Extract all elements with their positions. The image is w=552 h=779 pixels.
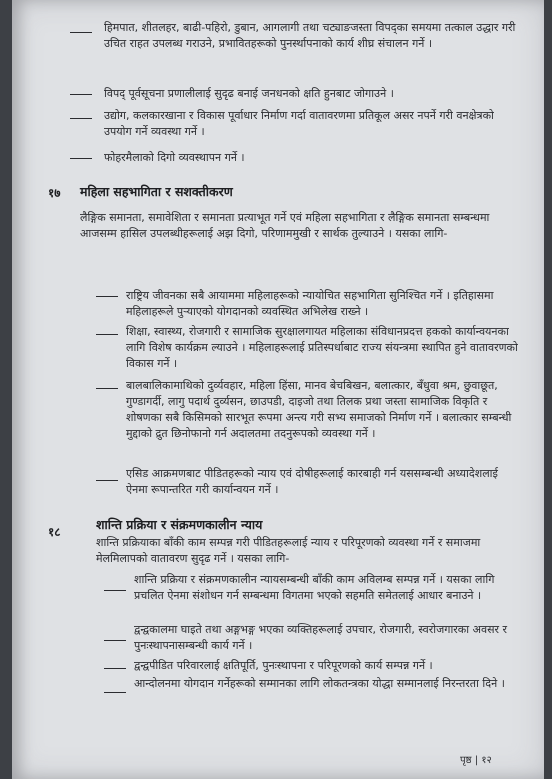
bullet-dash — [70, 118, 92, 119]
bullet-dash — [70, 158, 92, 159]
bullet-dash — [70, 32, 92, 33]
section-18-bullet-3: द्वन्द्वपीडित परिवारलाई क्षतिपूर्ति, पुनःस्थापना र परिपूरणको कार्य सम्पन्न गर्ने । — [134, 659, 433, 672]
section-18-title: शान्ति प्रक्रिया र संक्रमणकालीन न्याय — [96, 517, 263, 532]
bullet-dash — [70, 94, 92, 95]
bullet-dash — [104, 668, 126, 669]
section-18-bullet-1: शान्ति प्रक्रिया र संक्रमणकालीन न्यायसम्बन्धी बाँकी काम अविलम्ब सम्पन्न गर्ने । यसका लागि प्रचलित ऐनमा संशोधन गर्न सम्बन्धमा विगतमा भएको सहमति समेतलाई आधार बनाउने । — [134, 573, 495, 602]
bullet-dash — [96, 296, 118, 297]
page-separator: | — [474, 755, 479, 766]
bullet-dash — [96, 388, 118, 389]
section-17-intro: लैङ्गिक समानता, समावेशिता र समानता प्रत्याभूत गर्ने एवं महिला सहभागिता र लैङ्गिक समानता सम्बन्धमा आजसम्म हासिल उपलब्धीहरूलाई अझ दिगो, परिणाममुखी र सार्थक तुल्याउने । यसका लागि- — [80, 211, 490, 240]
document-page — [12, 0, 544, 779]
top-bullet-4: फोहरमैलाको दिगो व्यवस्थापन गर्ने । — [104, 151, 245, 164]
section-17-bullet-1: राष्ट्रिय जीवनका सबै आयाममा महिलाहरूको न्यायोचित सहभागिता सुनिश्चित गर्ने । इतिहासमा महिलाहरूले पुऱ्याएको योगदानको व्यवस्थित अभिलेख राख्ने । — [126, 289, 494, 318]
page-number: १२ — [481, 755, 492, 766]
top-bullet-2: विपद् पूर्वसूचना प्रणालीलाई सुदृढ बनाई जनधनको क्षति हुनबाट जोगाउने । — [104, 87, 394, 100]
section-17-number: १७ — [48, 186, 61, 200]
section-18-intro: शान्ति प्रक्रियाका बाँकी काम सम्पन्न गरी पीडितहरूलाई न्याय र परिपूरणको व्यवस्था गर्ने र समाजमा मेलमिलापको वातावरण सुदृढ गर्ने । यसका लागि- — [96, 536, 481, 565]
section-18-bullet-4: आन्दोलनमा योगदान गर्नेहरूको सम्मानका लागि लोकतन्त्रका योद्धा सम्मानलाई निरन्तरता दिने । — [134, 677, 505, 690]
section-17-title: महिला सहभागिता र सशक्तीकरण — [80, 184, 233, 199]
page-label: पृष्ठ — [460, 755, 472, 766]
bullet-dash — [104, 640, 126, 641]
section-18-bullet-2: द्वन्द्वकालमा घाइते तथा अङ्गभङ्ग भएका व्यक्तिहरूलाई उपचार, रोजगारी, स्वरोजगारका अवसर र पुनःस्थापनासम्बन्धी कार्य गर्ने । — [134, 623, 508, 652]
bullet-dash — [104, 692, 126, 693]
section-17-bullet-2: शिक्षा, स्वास्थ्य, रोजगारी र सामाजिक सुरक्षालगायत महिलाका संविधानप्रदत्त हकको कार्यान्वयनका लागि विशेष कार्यक्रम ल्याउने । महिलाहरूलाई प्रतिस्पर्धाबाट राज्य संयन्त्रमा स्थापित हुने वातावरणको विकास गर्ने । — [126, 325, 518, 370]
bullet-dash — [96, 334, 118, 335]
bullet-dash — [96, 480, 118, 481]
top-bullet-1: हिमपात, शीतलहर, बाढी-पहिरो, डुबान, आगलागी तथा चट्याङजस्ता विपद्का समयमा तत्काल उद्धार गरी उचित राहत उपलब्ध गराउने, प्रभावितहरूको पुनर्स्थापनाको कार्य शीघ्र संचालन गर्ने । — [104, 21, 516, 50]
section-17-bullet-4: एसिड आक्रमणबाट पीडितहरूको न्याय एवं दोषीहरूलाई कारबाही गर्न यससम्बन्धी अध्यादेशलाई ऐनमा रूपान्तरित गरी कार्यान्वयन गर्ने । — [126, 467, 498, 496]
bullet-dash — [104, 590, 126, 591]
section-18-number: १८ — [48, 525, 61, 539]
section-17-bullet-3: बालबालिकामाथिको दुर्व्यवहार, महिला हिंसा, मानव बेचबिखन, बलात्कार, बँधुवा श्रम, छुवाछूत, गुण्डागर्दी, लागु पदार्थ दुर्व्यसन, छाउपडी, दाइजो तथा तिलक प्रथा जस्ता सामाजिक विकृति र शोषणका सबै किसिमको सारभूत रूपमा अन्त्य गरी सभ्य समाजको निर्माण गर्ने । बलात्कार सम्बन्धी मुद्दाको द्रुत छिनोफानो गर्न अदालतमा तदनुरूपको व्यवस्था गर्ने । — [126, 379, 512, 440]
page-footer — [460, 752, 492, 766]
top-bullet-3: उद्योग, कलकारखाना र विकास पूर्वाधार निर्माण गर्दा वातावरणमा प्रतिकूल असर नपर्ने गरी वनक्षेत्रको उपयोग गर्ने व्यवस्था गर्ने । — [104, 109, 494, 138]
